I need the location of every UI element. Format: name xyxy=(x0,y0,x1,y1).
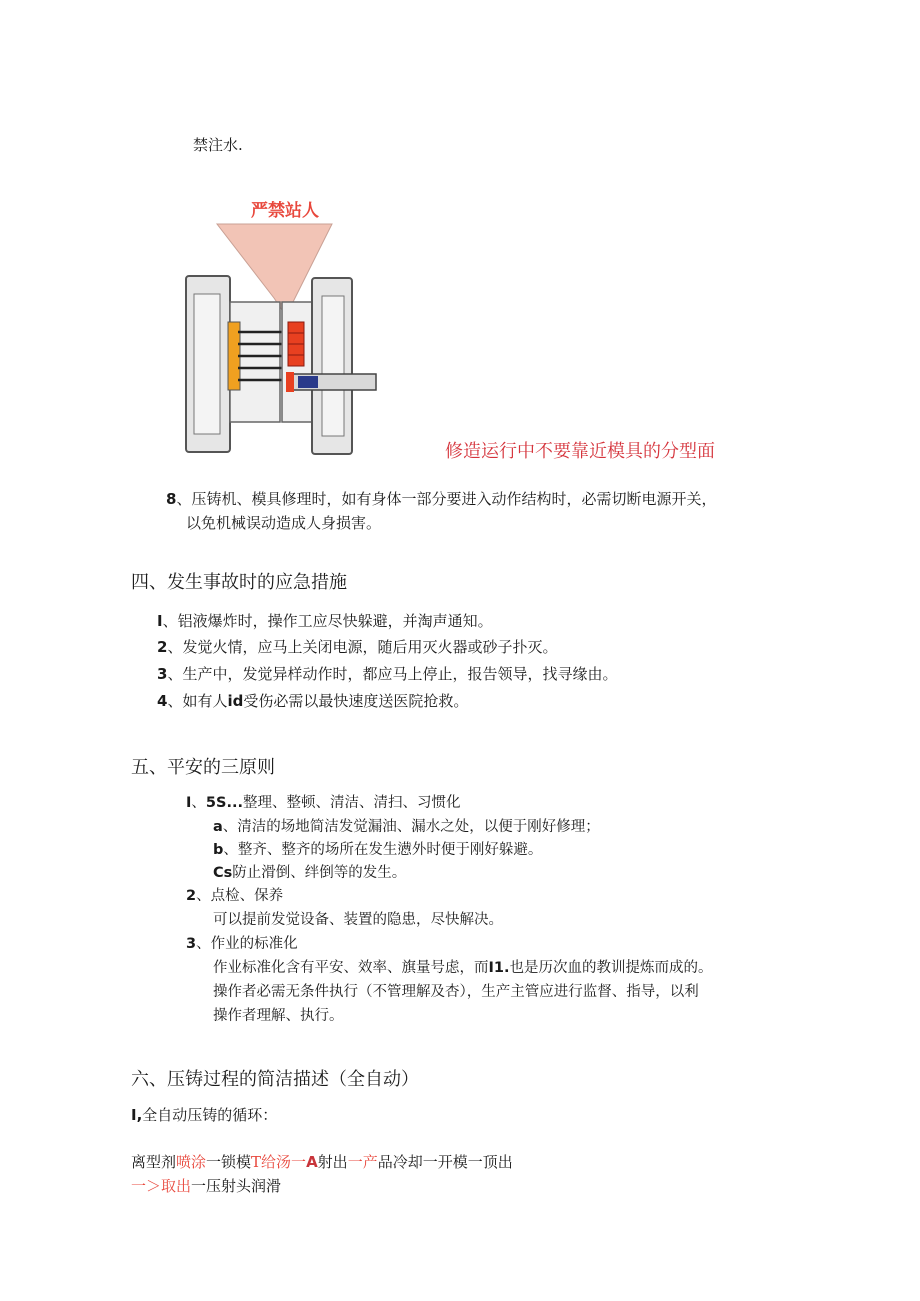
section-4-item-3: 3、生产中，发觉异样动作时，都应马上停止，报告领导，找寻缘由。 xyxy=(157,665,618,683)
section-5-p1: I、5S...整理、整顿、清洁、清扫、习惯化 xyxy=(186,795,461,811)
process-flow-line2: 一＞取出一压射头润滑 xyxy=(131,1177,282,1195)
section-4-item-4: 4、如有人id受伤必需以最快速度送医院抢救。 xyxy=(157,692,469,710)
section-5-p1b: b、整齐、整齐的场所在发生懑外时便于刚好躲避。 xyxy=(213,842,543,858)
section-6-subtitle: I,全自动压铸的循环： xyxy=(131,1106,278,1124)
plunger xyxy=(298,376,318,388)
process-flow-line1: 离型剂喷涂一锁模T给汤一A射出一产品冷却一开模一顶出 xyxy=(131,1153,513,1171)
item-8-line1: 8、压铸机、模具修理时，如有身体一部分要进入动作结构时，必需切断电源开关， xyxy=(166,490,717,508)
item-8-line2: 以免机械误动造成人身损害。 xyxy=(186,514,382,532)
section-6-title: 六、压铸过程的简洁描述（全自动） xyxy=(131,1069,419,1090)
die-casting-diagram xyxy=(182,192,392,460)
section-5-p3-body3: 操作者理解、执行。 xyxy=(213,1008,344,1024)
section-4-item-1: I、铝液爆炸时，操作工应尽快躲避，并淘声通知。 xyxy=(157,612,493,630)
sign-text: 严禁站人 xyxy=(251,201,319,221)
section-5-p1a: a、清洁的场地简洁发觉漏油、漏水之处，以便于刚好修理； xyxy=(213,819,600,835)
figure-caption: 修造运行中不要靠近模具的分型面 xyxy=(445,441,715,462)
top-text: 禁注水. xyxy=(193,136,243,154)
section-5-p3: 3、作业的标准化 xyxy=(186,936,298,952)
section-5-p1c: Cs防止滑倒、绊倒等的发生。 xyxy=(213,865,407,881)
section-5-p2-body: 可以提前发觉设备、装置的隐患，尽快解决。 xyxy=(213,912,503,928)
section-5-p2: 2、点检、保养 xyxy=(186,888,284,904)
section-4-item-2: 2、发觉火情，应马上关闭电源，随后用灭火器或砂子扑灭。 xyxy=(157,638,558,656)
section-5-p3-body1: 作业标准化含有平安、效率、旗量号虑，而I1.也是历次血的教训提炼而成的。 xyxy=(213,960,713,976)
section-4-title: 四、发生事故时的应急措施 xyxy=(131,572,347,593)
section-5-p3-body2: 操作者必需无条件执行（不管理解及杏），生产主管应进行监督、指导，以利 xyxy=(213,984,699,1000)
section-5-title: 五、平安的三原则 xyxy=(131,757,275,778)
